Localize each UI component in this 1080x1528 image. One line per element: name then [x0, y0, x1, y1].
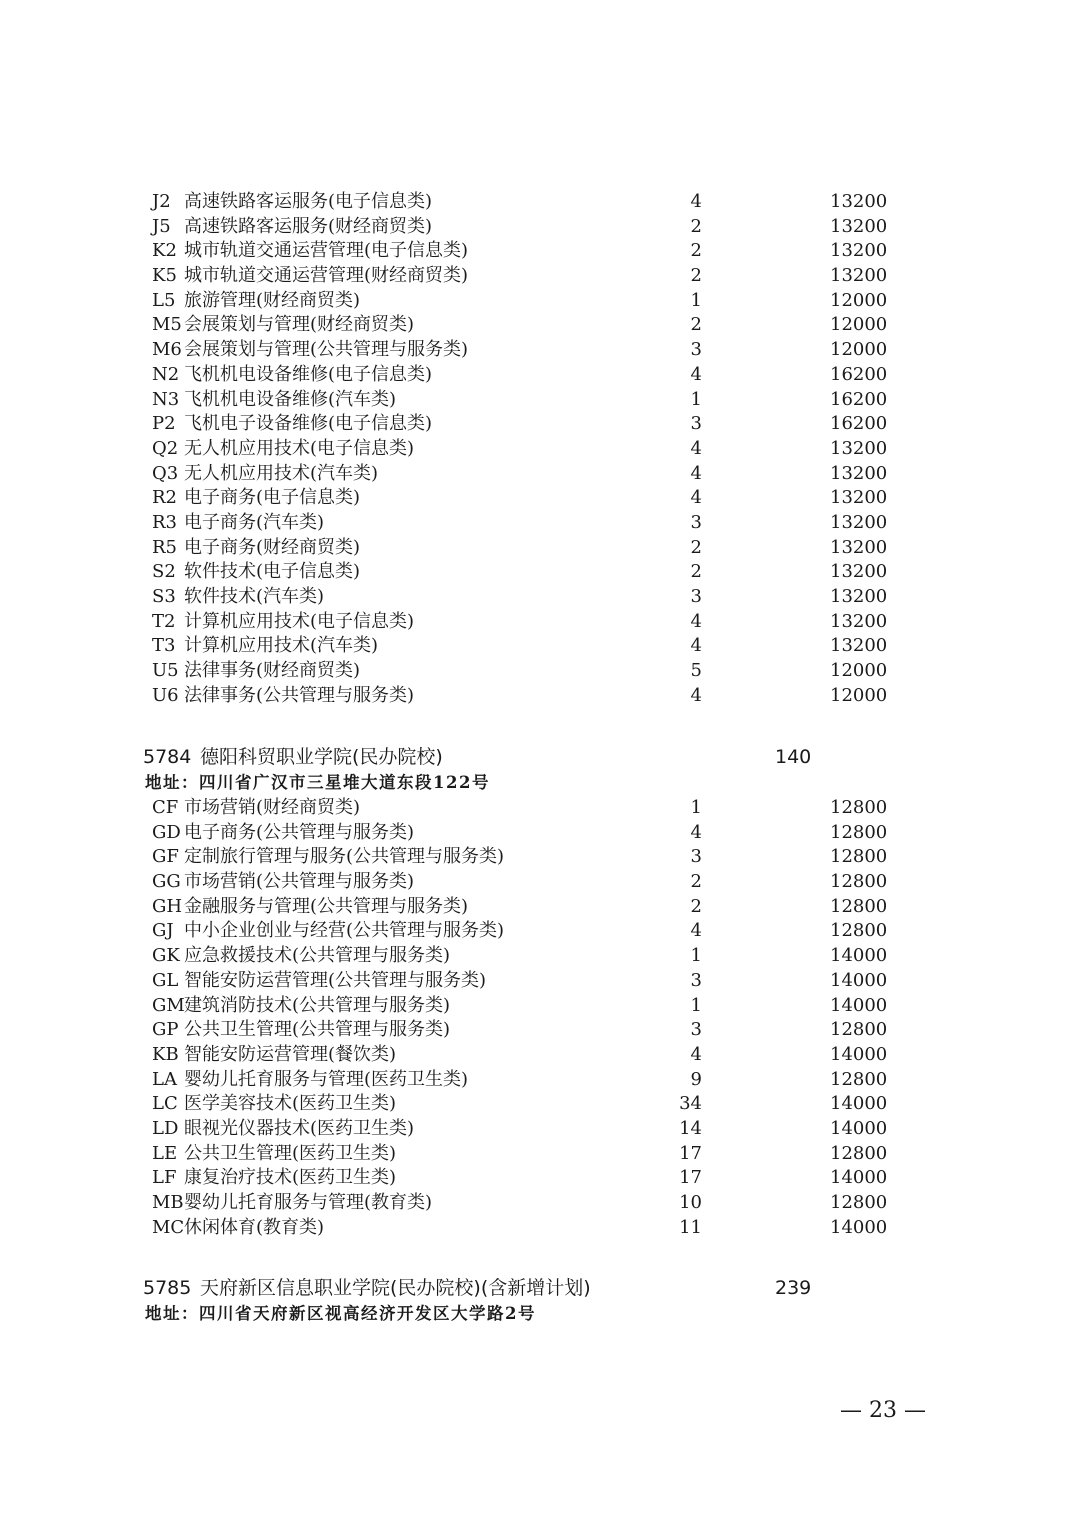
tuition-fee: 13200	[830, 635, 888, 657]
tuition-fee: 12800	[830, 1142, 888, 1164]
enrollment-count: 34	[679, 1093, 702, 1115]
tuition-fee: 13200	[830, 610, 888, 632]
program-name: 康复治疗技术(医药卫生类)	[184, 1167, 397, 1189]
enrollment-count: 17	[679, 1167, 702, 1189]
program-code: S3	[152, 586, 176, 607]
program-row	[152, 796, 892, 821]
school-name: 德阳科贸职业学院(民办院校)	[200, 746, 443, 768]
enrollment-count: 1	[690, 388, 702, 410]
tuition-fee: 16200	[830, 388, 888, 410]
tuition-fee: 14000	[830, 945, 888, 967]
program-code: N2	[152, 363, 180, 385]
program-row	[152, 437, 892, 462]
enrollment-count: 4	[690, 437, 702, 459]
program-name: 电子商务(公共管理与服务类)	[184, 821, 415, 843]
program-name: 飞机电子设备维修(电子信息类)	[184, 413, 433, 435]
tuition-fee: 13200	[830, 511, 888, 533]
program-code: LC	[152, 1093, 178, 1115]
tuition-fee: 14000	[830, 1093, 888, 1115]
program-row	[152, 1117, 892, 1142]
program-row	[152, 1043, 892, 1068]
enrollment-count: 9	[690, 1068, 702, 1090]
program-name: 市场营销(公共管理与服务类)	[184, 871, 415, 893]
program-code: T3	[152, 635, 176, 657]
program-row	[152, 1216, 892, 1241]
program-name: 计算机应用技术(电子信息类)	[184, 610, 415, 632]
program-code: GL	[152, 969, 179, 991]
tuition-fee: 12800	[830, 797, 888, 818]
enrollment-count: 17	[679, 1142, 702, 1164]
program-row	[152, 684, 892, 709]
program-name: 眼视光仪器技术(医药卫生类)	[184, 1117, 415, 1139]
tuition-fee: 12000	[830, 339, 888, 361]
school-address-5785: 地址：四川省天府新区视高经济开发区大学路2号	[145, 1304, 536, 1323]
program-code: R5	[152, 536, 178, 558]
program-code: S2	[152, 561, 176, 583]
enrollment-count: 2	[690, 240, 702, 262]
program-row	[152, 363, 892, 388]
program-row	[152, 289, 892, 314]
program-code: KB	[152, 1043, 179, 1065]
tuition-fee: 13200	[830, 437, 888, 459]
program-name: 智能安防运营管理(餐饮类)	[184, 1043, 397, 1065]
program-code: GM	[152, 994, 185, 1016]
school-header-5784	[143, 742, 903, 772]
program-name: 法律事务(公共管理与服务类)	[184, 684, 415, 706]
program-code: GP	[152, 1019, 179, 1041]
tuition-fee: 12800	[830, 1192, 888, 1213]
program-code: M5	[152, 314, 182, 336]
program-name: 市场营销(财经商贸类)	[184, 797, 361, 818]
tuition-fee: 12000	[830, 684, 888, 706]
school-name: 天府新区信息职业学院(民办院校)(含新增计划)	[200, 1277, 591, 1299]
program-name: 高速铁路客运服务(电子信息类)	[184, 191, 433, 212]
program-name: 会展策划与管理(财经商贸类)	[184, 314, 415, 336]
program-row	[152, 313, 892, 338]
program-row	[152, 944, 892, 969]
program-list-continued	[152, 190, 892, 708]
program-code: LD	[152, 1117, 179, 1139]
program-row	[152, 870, 892, 895]
program-row	[152, 1166, 892, 1191]
enrollment-count: 3	[690, 339, 702, 361]
program-code: GD	[152, 821, 181, 843]
program-name: 中小企业创业与经营(公共管理与服务类)	[184, 920, 505, 942]
program-row	[152, 1191, 892, 1216]
program-code: U5	[152, 660, 179, 682]
tuition-fee: 13200	[830, 462, 888, 484]
school-quota: 239	[775, 1277, 812, 1299]
tuition-fee: 12800	[830, 1019, 888, 1041]
program-name: 飞机机电设备维修(电子信息类)	[184, 363, 433, 385]
program-name: 电子商务(汽车类)	[184, 511, 325, 533]
program-list-5784	[152, 796, 892, 1240]
program-row	[152, 338, 892, 363]
program-row	[152, 1068, 892, 1093]
enrollment-count: 4	[690, 487, 702, 509]
program-name: 公共卫生管理(公共管理与服务类)	[184, 1019, 451, 1041]
tuition-fee: 12800	[830, 1068, 888, 1090]
program-code: GJ	[152, 920, 174, 942]
program-row	[152, 511, 892, 536]
school-quota: 140	[775, 746, 812, 768]
enrollment-count: 4	[690, 610, 702, 632]
tuition-fee: 12000	[830, 289, 888, 311]
program-name: 城市轨道交通运营管理(电子信息类)	[184, 240, 469, 262]
program-code: M6	[152, 339, 182, 361]
program-row	[152, 969, 892, 994]
program-row	[152, 659, 892, 684]
program-name: 无人机应用技术(汽车类)	[184, 462, 379, 484]
tuition-fee: 12000	[830, 314, 888, 336]
enrollment-count: 2	[690, 536, 702, 558]
enrollment-count: 4	[690, 191, 702, 212]
tuition-fee: 12800	[830, 895, 888, 917]
program-code: L5	[152, 289, 176, 311]
program-code: J2	[152, 191, 171, 212]
program-code: K5	[152, 265, 177, 287]
enrollment-count: 1	[690, 797, 702, 818]
tuition-fee: 13200	[830, 561, 888, 583]
program-code: LF	[152, 1167, 177, 1189]
enrollment-count: 11	[679, 1216, 702, 1238]
tuition-fee: 13200	[830, 586, 888, 607]
enrollment-count: 3	[690, 846, 702, 868]
program-code: K2	[152, 240, 177, 262]
tuition-fee: 13200	[830, 487, 888, 509]
program-row	[152, 610, 892, 635]
program-row	[152, 634, 892, 659]
program-name: 医学美容技术(医药卫生类)	[184, 1093, 397, 1115]
program-name: 公共卫生管理(医药卫生类)	[184, 1142, 397, 1164]
program-code: P2	[152, 413, 176, 435]
tuition-fee: 12800	[830, 920, 888, 942]
program-code: T2	[152, 610, 176, 632]
enrollment-count: 1	[690, 945, 702, 967]
program-row	[152, 190, 892, 215]
enrollment-count: 4	[690, 1043, 702, 1065]
tuition-fee: 13200	[830, 536, 888, 558]
program-code: GF	[152, 846, 179, 868]
program-code: LA	[152, 1068, 177, 1090]
program-name: 飞机机电设备维修(汽车类)	[184, 388, 397, 410]
program-row	[152, 919, 892, 944]
enrollment-count: 2	[690, 871, 702, 893]
program-code: MC	[152, 1216, 185, 1238]
tuition-fee: 14000	[830, 969, 888, 991]
enrollment-count: 3	[690, 511, 702, 533]
program-code: CF	[152, 797, 179, 818]
tuition-fee: 13200	[830, 191, 888, 212]
program-name: 法律事务(财经商贸类)	[184, 660, 361, 682]
tuition-fee: 12800	[830, 821, 888, 843]
program-row	[152, 994, 892, 1019]
program-row	[152, 412, 892, 437]
school-header-5785	[143, 1273, 903, 1303]
program-code: Q3	[152, 462, 179, 484]
tuition-fee: 14000	[830, 994, 888, 1016]
program-name: 婴幼儿托育服务与管理(教育类)	[184, 1192, 433, 1213]
school-address-5784: 地址：四川省广汉市三星堆大道东段122号	[145, 773, 490, 792]
program-row	[152, 462, 892, 487]
program-name: 计算机应用技术(汽车类)	[184, 635, 379, 657]
program-code: N3	[152, 388, 180, 410]
enrollment-count: 4	[690, 462, 702, 484]
tuition-fee: 12000	[830, 660, 888, 682]
enrollment-count: 3	[690, 969, 702, 991]
enrollment-count: 4	[690, 920, 702, 942]
program-row	[152, 560, 892, 585]
enrollment-count: 2	[690, 561, 702, 583]
program-name: 软件技术(汽车类)	[184, 586, 325, 607]
enrollment-count: 4	[690, 684, 702, 706]
program-row	[152, 895, 892, 920]
program-row	[152, 1142, 892, 1167]
program-name: 休闲体育(教育类)	[184, 1216, 325, 1238]
enrollment-count: 4	[690, 821, 702, 843]
program-name: 无人机应用技术(电子信息类)	[184, 437, 415, 459]
school-id: 5785	[143, 1277, 192, 1299]
program-row	[152, 264, 892, 289]
program-name: 智能安防运营管理(公共管理与服务类)	[184, 969, 487, 991]
enrollment-count: 5	[690, 660, 702, 682]
tuition-fee: 14000	[830, 1216, 888, 1238]
program-row	[152, 486, 892, 511]
program-code: MB	[152, 1192, 184, 1213]
program-row	[152, 845, 892, 870]
program-code: R3	[152, 511, 178, 533]
program-name: 定制旅行管理与服务(公共管理与服务类)	[184, 846, 505, 868]
program-row	[152, 215, 892, 240]
program-code: GK	[152, 945, 180, 967]
enrollment-count: 14	[679, 1117, 702, 1139]
program-code: LE	[152, 1142, 178, 1164]
program-name: 建筑消防技术(公共管理与服务类)	[184, 994, 451, 1016]
tuition-fee: 13200	[830, 215, 888, 237]
enrollment-count: 2	[690, 265, 702, 287]
enrollment-count: 4	[690, 363, 702, 385]
tuition-fee: 12800	[830, 871, 888, 893]
school-id: 5784	[143, 746, 192, 768]
program-name: 金融服务与管理(公共管理与服务类)	[184, 895, 469, 917]
enrollment-count: 1	[690, 289, 702, 311]
program-code: R2	[152, 487, 178, 509]
tuition-fee: 12800	[830, 846, 888, 868]
tuition-fee: 14000	[830, 1167, 888, 1189]
program-name: 电子商务(财经商贸类)	[184, 536, 361, 558]
program-row	[152, 821, 892, 846]
program-code: U6	[152, 684, 179, 706]
program-row	[152, 536, 892, 561]
program-name: 软件技术(电子信息类)	[184, 561, 361, 583]
program-name: 高速铁路客运服务(财经商贸类)	[184, 215, 433, 237]
enrollment-count: 2	[690, 314, 702, 336]
enrollment-count: 2	[690, 895, 702, 917]
program-code: GG	[152, 871, 181, 893]
enrollment-count: 3	[690, 413, 702, 435]
program-row	[152, 1092, 892, 1117]
program-name: 电子商务(电子信息类)	[184, 487, 361, 509]
enrollment-count: 1	[690, 994, 702, 1016]
page-number: — 23 —	[840, 1398, 926, 1423]
program-code: J5	[152, 215, 171, 237]
program-name: 应急救援技术(公共管理与服务类)	[184, 945, 451, 967]
enrollment-count: 2	[690, 215, 702, 237]
enrollment-count: 3	[690, 1019, 702, 1041]
tuition-fee: 14000	[830, 1043, 888, 1065]
program-row	[152, 388, 892, 413]
program-name: 会展策划与管理(公共管理与服务类)	[184, 339, 469, 361]
tuition-fee: 13200	[830, 265, 888, 287]
program-name: 婴幼儿托育服务与管理(医药卫生类)	[184, 1068, 469, 1090]
program-name: 城市轨道交通运营管理(财经商贸类)	[184, 265, 469, 287]
program-name: 旅游管理(财经商贸类)	[184, 289, 361, 311]
program-code: GH	[152, 895, 183, 917]
enrollment-count: 3	[690, 586, 702, 607]
enrollment-count: 10	[679, 1192, 702, 1213]
enrollment-count: 4	[690, 635, 702, 657]
program-row	[152, 585, 892, 610]
tuition-fee: 13200	[830, 240, 888, 262]
program-row	[152, 1018, 892, 1043]
tuition-fee: 16200	[830, 413, 888, 435]
program-code: Q2	[152, 437, 179, 459]
tuition-fee: 14000	[830, 1117, 888, 1139]
tuition-fee: 16200	[830, 363, 888, 385]
program-row	[152, 239, 892, 264]
